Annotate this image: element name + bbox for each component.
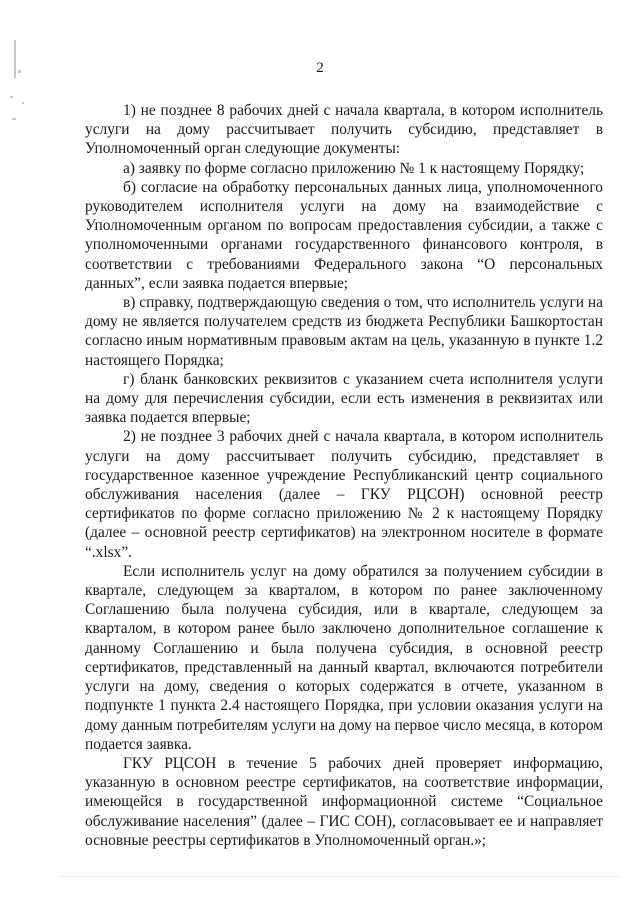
paragraph-item-b: б) согласие на обработку персональных данных лица, уполномоченного руководителем исполнителя услуги на дому на взаимодействие с Уполномоченным органом по вопросам предоставления субсидии, а также с уполномоченными органами государственного финансового контроля, в соответствии с требованиями Федерального закона “О персональных данных”, если заявка подается впервые; [85, 178, 603, 292]
paragraph-item-1: 1) не позднее 8 рабочих дней с начала квартала, в котором исполнитель услуги на дому рассчитывает получить субсидию, представляет в Уполномоченный орган следующие документы: [85, 102, 603, 158]
document-body [85, 101, 603, 850]
scan-bottom-artifact [60, 876, 620, 879]
paragraph-item-a: а) заявку по форме согласно приложению № 1 к настоящему Порядку; [123, 159, 585, 177]
paragraph-item-v: в) справку, подтверждающую сведения о том, что исполнитель услуги на дому не является получателем средств из бюджета Республики Башкортостан согласно иным нормативным правовым актам на цель, указанную в пункте 1.2 настоящего Порядка; [85, 294, 603, 369]
page-number: 2 [316, 60, 324, 76]
paragraph-gku-check: ГКУ РЦСОН в течение 5 рабочих дней проверяет информацию, указанную в основном реестре сертификатов, на соответствие информации, имеющейся в государственной информационной системе “Социальное обслуживание населения” (далее – ГИС СОН), согласовывает ее и направляет основные реестры сертификатов в Уполномоченный орган.»; [85, 754, 603, 849]
paragraph-item-2: 2) не позднее 3 рабочих дней с начала квартала, в котором исполнитель услуги на дому рассчитывает получить субсидию, представляет в государственное казенное учреждение Республиканский центр социального обслуживания населения (далее – ГКУ РЦСОН) основной реестр сертификатов по форме согласно приложению № 2 к настоящему Порядку (далее – основной реестр сертификатов) на электронном носителе в формате “.xlsx”. [85, 428, 603, 561]
paragraph-subsidy-condition: Если исполнитель услуг на дому обратился за получением субсидии в квартале, следующем за кварталом, в котором по ранее заключенному Соглашению была получена субсидия, или в квартале, следующем за кварталом, в котором ранее было заключено дополнительное соглашение к данному Соглашению и была получена субсидия, в основной реестр сертификатов, представленный на данный квартал, включаются потребители услуги на дому, сведения о которых содержатся в отчете, указанном в подпункте 1 пункта 2.4 настоящего Порядка, при условии оказания услуги на дому данным потребителям услуги на дому на первое число месяца, в котором подается заявка. [85, 562, 603, 753]
scan-margin-artifacts [0, 0, 40, 905]
paragraph-item-g: г) бланк банковских реквизитов с указанием счета исполнителя услуги на дому для перечисления субсидии, если есть изменения в реквизитах или заявка подается впервые; [85, 370, 603, 427]
